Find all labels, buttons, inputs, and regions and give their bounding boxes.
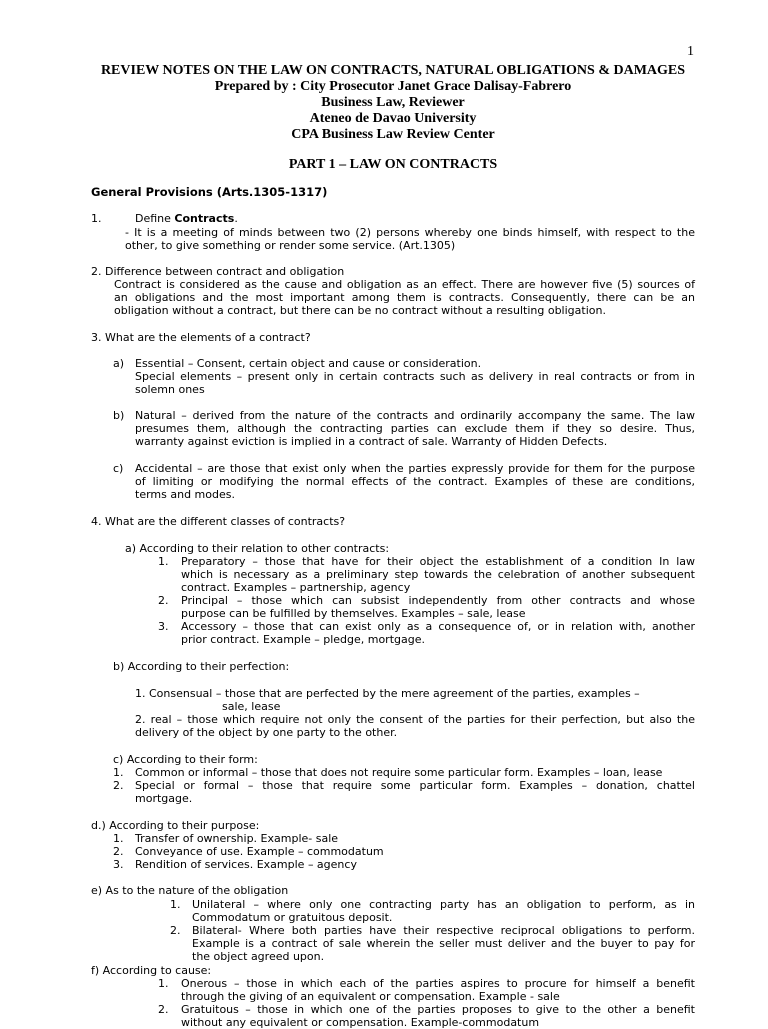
- q1-term: Contracts: [174, 212, 235, 225]
- q4-c-title: c) According to their form:: [113, 753, 258, 766]
- q2-question: 2. Difference between contract and obligation: [91, 265, 345, 278]
- q4-a-item-line: contract. Examples – partnership, agency: [181, 581, 411, 594]
- list-number: 3.: [158, 620, 169, 633]
- q4-e-item-line: the object agreed upon.: [192, 950, 325, 963]
- list-number: 1.: [170, 898, 181, 911]
- list-number: 2.: [158, 1003, 169, 1016]
- list-number: 2.: [113, 779, 124, 792]
- q1-answer-line: - It is a meeting of minds between two (2) persons whereby one binds himself, with respect to the: [125, 226, 695, 239]
- q1-question: Define Contracts.: [135, 212, 238, 225]
- q4-c-item-line: mortgage.: [135, 792, 193, 805]
- section-heading: General Provisions (Arts.1305-1317): [91, 185, 328, 199]
- q2-answer-line: Contract is considered as the cause and obligation as an effect. There are however five (5) sources of: [114, 278, 695, 291]
- q4-a-item-line: purpose can be fulfilled by themselves. Examples – sale, lease: [181, 607, 526, 620]
- q4-b-line: delivery of the object by one party to the other.: [135, 726, 398, 739]
- q4-d-title: d.) According to their purpose:: [91, 819, 260, 832]
- list-number: 1.: [158, 555, 169, 568]
- q3-b-line: presumes them, although the contracting parties can exclude them if they so desire. Thus,: [135, 422, 695, 435]
- list-number: 3.: [113, 858, 124, 871]
- q4-e-item-line: Bilateral- Where both parties have their respective reciprocal obligations to perform.: [192, 924, 695, 937]
- q3-question: 3. What are the elements of a contract?: [91, 331, 311, 344]
- q4-a-item-line: prior contract. Example – pledge, mortgage.: [181, 633, 425, 646]
- list-label: b): [113, 409, 125, 422]
- q4-b-line: 2. real – those which require not only the consent of the parties for their perfection, but also the: [135, 713, 695, 726]
- q3-c-line: Accidental – are those that exist only when the parties expressly provide for them for the purpose: [135, 462, 695, 475]
- document-header: [90, 63, 696, 143]
- part-title: PART 1 – LAW ON CONTRACTS: [288, 157, 498, 172]
- q1-number: 1.: [91, 212, 102, 225]
- q4-f-item-line: without any equivalent or compensation. Example-commodatum: [181, 1016, 540, 1029]
- list-number: 1.: [113, 766, 124, 779]
- q3-a-line: Special elements – present only in certain contracts such as delivery in real contracts or from in: [135, 370, 695, 383]
- q3-b-line: warranty against eviction is implied in a contract of sale. Warranty of Hidden Defects.: [135, 435, 608, 448]
- q4-e-item-line: Unilateral – where only one contracting party has an obligation to perform, as in: [192, 898, 695, 911]
- q4-b-line: sale, lease: [222, 700, 281, 713]
- q3-a-line: Essential – Consent, certain object and cause or consideration.: [135, 357, 482, 370]
- q4-b-title: b) According to their perfection:: [113, 660, 290, 673]
- list-number: 1.: [158, 977, 169, 990]
- q4-c-item-line: Special or formal – those that require some particular form. Examples – donation, chattel: [135, 779, 695, 792]
- list-number: 2.: [158, 594, 169, 607]
- page-number: 1: [687, 44, 694, 59]
- list-label: c): [113, 462, 124, 475]
- q4-f-item-line: through the giving of an equivalent or compensation. Example - sale: [181, 990, 560, 1003]
- prepared-by: Prepared by : City Prosecutor Janet Grace Dalisay-Fabrero: [214, 79, 572, 94]
- q4-a-item-line: Preparatory – those that have for their object the establishment of a condition In law: [181, 555, 695, 568]
- q2-answer-line: an obligations and the most important among them is contracts. Consequently, there can be an: [114, 291, 695, 304]
- q3-c-line: terms and modes.: [135, 488, 235, 501]
- q4-e-item-line: Commodatum or gratuitous deposit.: [192, 911, 393, 924]
- q4-e-title: e) As to the nature of the obligation: [91, 884, 289, 897]
- q4-f-item-line: Gratuitous – those in which one of the parties proposes to give to the other a benefit: [181, 1003, 695, 1016]
- list-number: 2.: [170, 924, 181, 937]
- q4-a-item-line: Principal – those which can subsist independently from other contracts and whose: [181, 594, 695, 607]
- list-number: 2.: [113, 845, 124, 858]
- q3-a-line: solemn ones: [135, 383, 205, 396]
- subject-line: Business Law, Reviewer: [321, 95, 465, 110]
- q4-f-title: f) According to cause:: [91, 964, 212, 977]
- q4-a-item-line: Accessory – those that can exist only as a consequence of, or in relation with, another: [181, 620, 695, 633]
- school-line: Ateneo de Davao University: [309, 111, 477, 126]
- q4-question: 4. What are the different classes of contracts?: [91, 515, 346, 528]
- q2-answer-line: obligation without a contract, but there can be no contract without a resulting obligation.: [114, 304, 606, 317]
- q4-d-item-line: Rendition of services. Example – agency: [135, 858, 357, 871]
- q4-d-item-line: Conveyance of use. Example – commodatum: [135, 845, 384, 858]
- q3-b-line: Natural – derived from the nature of the contracts and ordinarily accompany the same. The law: [135, 409, 695, 422]
- q4-f-item-line: Onerous – those in which each of the parties aspires to procure for himself a benefit: [181, 977, 695, 990]
- q1-answer-line: other, to give something or render some service. (Art.1305): [125, 239, 456, 252]
- list-label: a): [113, 357, 125, 370]
- q3-c-line: of limiting or modifying the normal effects of the contract. Examples of these are conditions,: [135, 475, 695, 488]
- q4-e-item-line: Example is a contract of sale wherein the seller must deliver and the buyer to pay for: [192, 937, 695, 950]
- q4-d-item-line: Transfer of ownership. Example- sale: [135, 832, 339, 845]
- q4-b-line: 1. Consensual – those that are perfected by the mere agreement of the parties, examples –: [135, 687, 640, 700]
- list-number: 1.: [113, 832, 124, 845]
- center-line: CPA Business Law Review Center: [291, 127, 495, 142]
- document-title: REVIEW NOTES ON THE LAW ON CONTRACTS, NATURAL OBLIGATIONS & DAMAGES: [100, 63, 686, 78]
- q4-c-item-line: Common or informal – those that does not require some particular form. Examples – loan, lease: [135, 766, 663, 779]
- q4-a-item-line: which is necessary as a preliminary step towards the celebration of another subsequent: [181, 568, 695, 581]
- q4-a-title: a) According to their relation to other contracts:: [125, 542, 390, 555]
